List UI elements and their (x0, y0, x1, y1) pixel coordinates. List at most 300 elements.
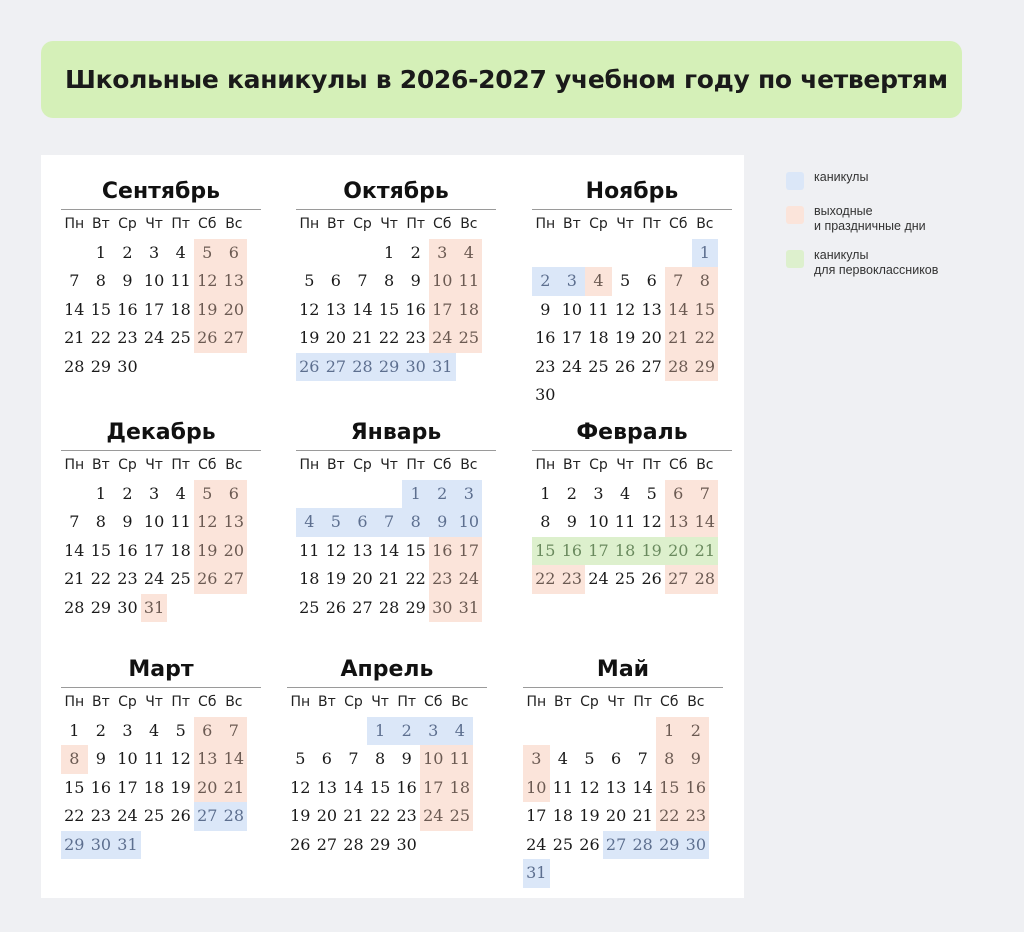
weekday-label: Пн (64, 694, 85, 710)
legend-swatch (786, 172, 804, 190)
empty-day-cell (194, 594, 221, 623)
month-name: Февраль (576, 420, 688, 445)
day-cell: 16 (405, 299, 426, 319)
day-cell: 2 (122, 483, 133, 503)
weekday-label: Вт (563, 457, 581, 473)
day-cell: 17 (143, 299, 165, 319)
weekday-label: Пн (290, 694, 311, 710)
day-cell: 6 (321, 749, 332, 768)
day-cell: 18 (588, 328, 609, 347)
empty-day-cell (665, 381, 692, 410)
day-cell: 11 (614, 512, 636, 531)
week-row (287, 717, 487, 746)
day-cell: 11 (170, 271, 191, 290)
day-cell: 22 (64, 806, 85, 825)
day-cell: 28 (378, 597, 400, 617)
day-cell: 31 (114, 831, 141, 860)
empty-day-cell (447, 831, 474, 860)
day-cell: 28 (343, 834, 364, 854)
month-calendar (296, 418, 496, 622)
month-name: Сентябрь (101, 179, 221, 204)
day-cell: 30 (396, 834, 417, 854)
weekday-label: Ср (589, 457, 608, 473)
day-cell: 16 (117, 540, 138, 560)
week-row (287, 802, 487, 831)
page-title: Школьные каникулы в 2026-2027 учебном году по четвертям (65, 65, 948, 94)
month-calendar (287, 655, 487, 859)
empty-day-cell (612, 381, 639, 410)
day-cell: 21 (692, 537, 719, 566)
weekday-label: Вс (460, 216, 478, 232)
day-cell: 17 (117, 777, 138, 797)
day-cell: 13 (605, 777, 627, 797)
weekday-label: Сб (198, 457, 217, 473)
day-cell: 16 (396, 777, 417, 797)
week-row (532, 508, 732, 537)
weekday-label: Сб (669, 216, 688, 232)
week-row (61, 774, 261, 803)
day-cell: 17 (561, 328, 583, 347)
day-cell: 8 (540, 512, 551, 531)
week-row (296, 594, 496, 623)
weekday-label: Пт (171, 216, 191, 232)
day-cell: 1 (367, 717, 394, 746)
day-cell: 26 (170, 806, 191, 825)
empty-day-cell (61, 239, 88, 268)
week-row (523, 774, 723, 803)
empty-day-cell (585, 239, 612, 268)
week-row (61, 353, 261, 382)
month-name: Январь (350, 420, 442, 445)
day-cell: 4 (619, 483, 631, 503)
day-cell: 20 (325, 328, 347, 347)
day-cell: 4 (148, 720, 160, 740)
day-cell: 21 (665, 324, 692, 353)
day-cell: 4 (175, 242, 186, 262)
legend-swatch (786, 250, 804, 268)
weekday-header-row (532, 451, 732, 480)
day-cell: 17 (420, 774, 447, 803)
day-cell: 6 (646, 271, 657, 290)
day-cell: 9 (401, 749, 412, 768)
empty-day-cell (612, 239, 639, 268)
day-cell: 26 (579, 834, 600, 854)
weekday-label: Ср (118, 457, 137, 473)
day-cell: 3 (122, 720, 133, 740)
day-cell: 20 (221, 537, 248, 566)
empty-day-cell (550, 859, 577, 888)
day-cell: 26 (614, 356, 636, 376)
title-banner (41, 41, 962, 118)
day-cell: 18 (552, 806, 574, 825)
weekday-header-row (523, 688, 723, 717)
day-cell: 5 (295, 749, 306, 768)
day-cell: 3 (148, 483, 160, 503)
day-cell: 13 (316, 777, 338, 797)
empty-day-cell (523, 717, 550, 746)
day-cell: 18 (456, 296, 483, 325)
day-cell: 12 (641, 512, 662, 531)
day-cell: 30 (88, 831, 115, 860)
month-grid (61, 687, 261, 859)
day-cell: 14 (378, 540, 400, 560)
weekday-header-row (61, 451, 261, 480)
empty-day-cell (194, 831, 221, 860)
weekday-label: Сб (669, 457, 688, 473)
day-cell: 27 (352, 597, 373, 617)
day-cell: 27 (641, 356, 662, 376)
day-cell: 4 (447, 717, 474, 746)
day-cell: 30 (535, 385, 556, 404)
day-cell: 11 (299, 540, 320, 560)
day-cell: 13 (221, 267, 248, 296)
day-cell: 2 (429, 480, 456, 509)
day-cell: 16 (117, 299, 138, 319)
day-cell: 1 (692, 239, 719, 268)
weekday-label: Вт (92, 457, 110, 473)
legend-first-grade (786, 248, 986, 278)
calendar-card (41, 155, 744, 898)
week-row (61, 831, 261, 860)
day-cell: 27 (194, 802, 221, 831)
weekday-label: Ср (353, 457, 372, 473)
day-cell: 9 (683, 745, 710, 774)
day-cell: 12 (614, 299, 636, 319)
empty-day-cell (221, 594, 248, 623)
weekday-label: Вт (92, 216, 110, 232)
day-cell: 29 (405, 597, 426, 617)
day-cell: 21 (64, 569, 85, 588)
day-cell: 9 (540, 299, 551, 319)
day-cell: 21 (64, 328, 85, 347)
day-cell: 3 (420, 717, 447, 746)
day-cell: 6 (349, 508, 376, 537)
day-cell: 3 (456, 480, 483, 509)
day-cell: 24 (117, 806, 138, 825)
day-cell: 27 (323, 353, 350, 382)
day-cell: 19 (638, 537, 665, 566)
day-cell: 9 (122, 271, 133, 290)
day-cell: 10 (588, 512, 609, 531)
day-cell: 15 (90, 299, 112, 319)
day-cell: 11 (588, 299, 609, 319)
day-cell: 22 (692, 324, 719, 353)
day-cell: 5 (646, 483, 657, 503)
weekday-label: Сб (424, 694, 443, 710)
day-cell: 27 (316, 834, 338, 854)
week-row (296, 480, 496, 509)
week-row (296, 508, 496, 537)
weekday-label: Пт (633, 694, 653, 710)
month-calendar (61, 177, 261, 381)
week-row (296, 537, 496, 566)
week-row (532, 267, 732, 296)
day-cell: 28 (64, 356, 85, 376)
day-cell: 12 (170, 749, 191, 768)
day-cell: 4 (557, 749, 568, 768)
day-cell: 29 (61, 831, 88, 860)
empty-day-cell (550, 717, 577, 746)
day-cell: 30 (683, 831, 710, 860)
day-cell: 10 (561, 299, 583, 319)
week-row (61, 802, 261, 831)
month-calendar (296, 177, 496, 381)
day-cell: 22 (532, 565, 559, 594)
day-cell: 20 (316, 806, 338, 825)
empty-day-cell (141, 831, 168, 860)
empty-day-cell (167, 831, 194, 860)
day-cell: 1 (656, 717, 683, 746)
empty-day-cell (221, 353, 248, 382)
day-cell: 17 (526, 806, 547, 825)
empty-day-cell (683, 859, 710, 888)
day-cell: 1 (383, 242, 395, 262)
day-cell: 6 (221, 480, 248, 509)
day-cell: 29 (90, 356, 112, 376)
legend-label: каникулы для первоклассников (814, 248, 939, 277)
empty-day-cell (287, 717, 314, 746)
day-cell: 9 (95, 749, 106, 768)
day-cell: 20 (221, 296, 248, 325)
day-cell: 22 (378, 328, 400, 347)
day-cell: 15 (64, 777, 85, 797)
day-cell: 18 (170, 299, 191, 319)
day-cell: 2 (393, 717, 420, 746)
week-row (523, 717, 723, 746)
day-cell: 3 (593, 483, 604, 503)
day-cell: 19 (290, 806, 311, 825)
day-cell: 2 (122, 242, 133, 262)
weekday-header-row (287, 688, 487, 717)
day-cell: 16 (559, 537, 586, 566)
day-cell: 21 (352, 328, 373, 347)
weekday-label: Вс (225, 216, 243, 232)
weekday-label: Ср (118, 694, 137, 710)
month-name: Ноябрь (585, 179, 679, 204)
day-cell: 3 (559, 267, 586, 296)
day-cell: 23 (683, 802, 710, 831)
day-cell: 23 (429, 565, 456, 594)
day-cell: 14 (632, 777, 653, 797)
week-row (61, 267, 261, 296)
day-cell: 7 (348, 749, 359, 768)
day-cell: 27 (603, 831, 630, 860)
day-cell: 11 (456, 267, 483, 296)
empty-day-cell (629, 859, 656, 888)
day-cell: 11 (143, 749, 165, 768)
day-cell: 16 (90, 777, 112, 797)
month-grid (61, 450, 261, 622)
day-cell: 31 (141, 594, 168, 623)
month-grid (287, 687, 487, 859)
weekday-label: Вс (225, 457, 243, 473)
week-row (287, 745, 487, 774)
empty-day-cell (559, 239, 586, 268)
empty-day-cell (638, 239, 665, 268)
weekday-label: Сб (433, 216, 452, 232)
day-cell: 18 (612, 537, 639, 566)
weekday-label: Вс (696, 457, 714, 473)
empty-day-cell (141, 353, 168, 382)
empty-day-cell (629, 717, 656, 746)
day-cell: 1 (402, 480, 429, 509)
weekday-label: Пн (526, 694, 547, 710)
week-row (532, 537, 732, 566)
day-cell: 10 (523, 774, 550, 803)
day-cell: 12 (579, 777, 600, 797)
day-cell: 26 (290, 834, 311, 854)
empty-day-cell (349, 480, 376, 509)
day-cell: 18 (143, 777, 165, 797)
weekday-label: Ср (589, 216, 608, 232)
week-row (61, 480, 261, 509)
day-cell: 24 (456, 565, 483, 594)
day-cell: 5 (584, 749, 595, 768)
day-cell: 24 (588, 569, 609, 588)
month-grid (523, 687, 723, 888)
week-row (61, 565, 261, 594)
day-cell: 25 (456, 324, 483, 353)
day-cell: 19 (194, 537, 221, 566)
day-cell: 10 (420, 745, 447, 774)
day-cell: 25 (447, 802, 474, 831)
month-grid (532, 450, 732, 594)
day-cell: 25 (143, 806, 165, 825)
empty-day-cell (638, 381, 665, 410)
day-cell: 21 (632, 806, 653, 825)
month-grid (532, 209, 732, 410)
day-cell: 27 (221, 565, 248, 594)
weekday-label: Чт (616, 216, 634, 232)
empty-day-cell (167, 594, 194, 623)
day-cell: 1 (69, 720, 80, 740)
day-cell: 10 (143, 512, 165, 531)
day-cell: 5 (304, 271, 315, 290)
empty-day-cell (532, 239, 559, 268)
day-cell: 12 (194, 508, 221, 537)
day-cell: 23 (117, 569, 138, 588)
legend-label: каникулы (814, 170, 869, 184)
day-cell: 9 (566, 512, 577, 531)
day-cell: 2 (683, 717, 710, 746)
day-cell: 27 (665, 565, 692, 594)
week-row (61, 508, 261, 537)
day-cell: 17 (143, 540, 165, 560)
weekday-label: Пн (535, 216, 556, 232)
empty-day-cell (314, 717, 341, 746)
day-cell: 15 (532, 537, 559, 566)
week-row (532, 480, 732, 509)
day-cell: 10 (456, 508, 483, 537)
week-row (61, 717, 261, 746)
day-cell: 19 (194, 296, 221, 325)
month-name: Май (596, 657, 650, 682)
day-cell: 21 (343, 806, 364, 825)
week-row (296, 267, 496, 296)
day-cell: 7 (376, 508, 403, 537)
weekday-label: Вт (92, 694, 110, 710)
month-grid (296, 450, 496, 622)
empty-day-cell (576, 859, 603, 888)
empty-day-cell (194, 353, 221, 382)
empty-day-cell (656, 859, 683, 888)
day-cell: 8 (383, 271, 395, 290)
day-cell: 3 (523, 745, 550, 774)
day-cell: 1 (540, 483, 551, 503)
day-cell: 20 (665, 537, 692, 566)
day-cell: 9 (410, 271, 421, 290)
weekday-header-row (296, 451, 496, 480)
weekday-label: Вт (563, 216, 581, 232)
day-cell: 15 (405, 540, 426, 560)
day-cell: 25 (552, 834, 574, 854)
weekday-header-row (296, 210, 496, 239)
day-cell: 29 (90, 597, 112, 617)
day-cell: 25 (614, 569, 636, 588)
weekday-label: Чт (145, 694, 163, 710)
legend (786, 170, 986, 292)
empty-day-cell (296, 480, 323, 509)
weekday-label: Вс (687, 694, 705, 710)
week-row (296, 239, 496, 268)
day-cell: 28 (221, 802, 248, 831)
day-cell: 23 (117, 328, 138, 347)
day-cell: 30 (402, 353, 429, 382)
day-cell: 22 (405, 569, 426, 588)
empty-day-cell (692, 381, 719, 410)
day-cell: 20 (352, 569, 373, 588)
weekday-label: Чт (371, 694, 389, 710)
day-cell: 13 (194, 745, 221, 774)
day-cell: 19 (579, 806, 600, 825)
day-cell: 29 (376, 353, 403, 382)
empty-day-cell (323, 480, 350, 509)
day-cell: 14 (221, 745, 248, 774)
weekday-label: Сб (198, 694, 217, 710)
day-cell: 16 (429, 537, 456, 566)
day-cell: 30 (429, 594, 456, 623)
day-cell: 1 (95, 242, 106, 262)
day-cell: 7 (692, 480, 719, 509)
day-cell: 31 (456, 594, 483, 623)
day-cell: 22 (90, 569, 112, 588)
weekday-label: Вс (696, 216, 714, 232)
empty-day-cell (349, 239, 376, 268)
day-cell: 28 (692, 565, 719, 594)
weekday-label: Пт (397, 694, 417, 710)
day-cell: 18 (299, 569, 320, 588)
day-cell: 29 (656, 831, 683, 860)
weekday-label: Пт (406, 216, 426, 232)
day-cell: 24 (561, 356, 583, 376)
week-row (287, 831, 487, 860)
weekday-label: Чт (607, 694, 625, 710)
day-cell: 7 (637, 749, 648, 768)
day-cell: 31 (429, 353, 456, 382)
day-cell: 29 (369, 834, 391, 854)
weekday-label: Вт (327, 216, 345, 232)
empty-day-cell (576, 717, 603, 746)
day-cell: 8 (95, 271, 106, 290)
weekday-header-row (61, 210, 261, 239)
day-cell: 22 (656, 802, 683, 831)
day-cell: 20 (641, 328, 662, 347)
day-cell: 8 (402, 508, 429, 537)
empty-day-cell (420, 831, 447, 860)
week-row (287, 774, 487, 803)
day-cell: 12 (299, 299, 320, 319)
week-row (532, 353, 732, 382)
